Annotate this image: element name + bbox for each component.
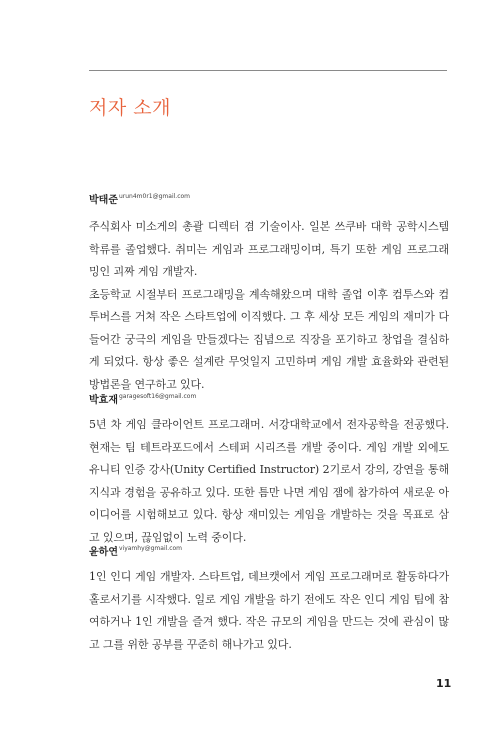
author-bio-paragraph: 주식회사 미소게의 총괄 디렉터 겸 기술이사. 일본 쓰쿠바 대학 공학시스템학류를 졸업했다. 취미는 게임과 프로그래밍이며, 특기 또한 게임 프로그래밍인 괴짜 게임 개발자.: [89, 220, 449, 278]
author-email: viyamhy@gmail.com: [118, 545, 183, 552]
author-name: 박태준: [89, 195, 118, 206]
author-block-1: [89, 191, 449, 396]
author-name: 윤하연: [89, 547, 118, 558]
top-rule: [89, 70, 447, 71]
author-email: garagesoft16@gmail.com: [118, 393, 197, 400]
author-block-3: [89, 543, 449, 656]
author-bio-paragraph: 5년 차 게임 클라이언트 프로그래머. 서강대학교에서 전자공학을 전공했다. 현재는 팀 테트라포드에서 스테퍼 시리즈를 개발 중이다. 게임 개발 외에도 유니티 인증 강사(Unity Certified Instructor) 2기로서 강의, 강연을 통해 지식과 경험을 공유하고 있다. 또한 틈만 나면 게임 잼에 참가하여 새로운 아이디어를 시험해보고 있다. 항상 재미있는 게임을 개발하는 것을 목표로 삼고 있으며, 끊임없이 노력 중이다.: [89, 418, 449, 544]
author-block-2: [89, 391, 449, 549]
author-heading: [89, 543, 449, 558]
author-email: urun4m0r1@gmail.com: [118, 193, 191, 200]
author-bio-paragraph: 1인 인디 게임 개발자. 스타트업, 데브캣에서 게임 프로그래머로 활동하다가 홀로서기를 시작했다. 일로 게임 개발을 하기 전에도 작은 인디 게임 팀에 참여하거나 1인 개발을 즐겨 했다. 작은 규모의 게임을 만드는 것에 관심이 많고 그를 위한 공부를 꾸준히 해나가고 있다.: [89, 570, 449, 651]
author-name: 박효재: [89, 395, 118, 406]
page-number: 11: [436, 677, 452, 690]
author-heading: [89, 391, 449, 406]
author-bio-paragraph: 초등학교 시절부터 프로그래밍을 계속해왔으며 대학 졸업 이후 컴투스와 컴투버스를 거쳐 작은 스타트업에 이직했다. 그 후 세상 모든 게임의 재미가 다 들어간 궁극의 게임을 만들겠다는 집념으로 직장을 포기하고 창업을 결심하게 되었다. 항상 좋은 설계란 무엇일지 고민하며 게임 개발 효율화와 관련된 방법론을 연구하고 있다.: [89, 287, 449, 391]
section-title: 저자 소개: [89, 97, 171, 119]
author-heading: [89, 191, 449, 206]
